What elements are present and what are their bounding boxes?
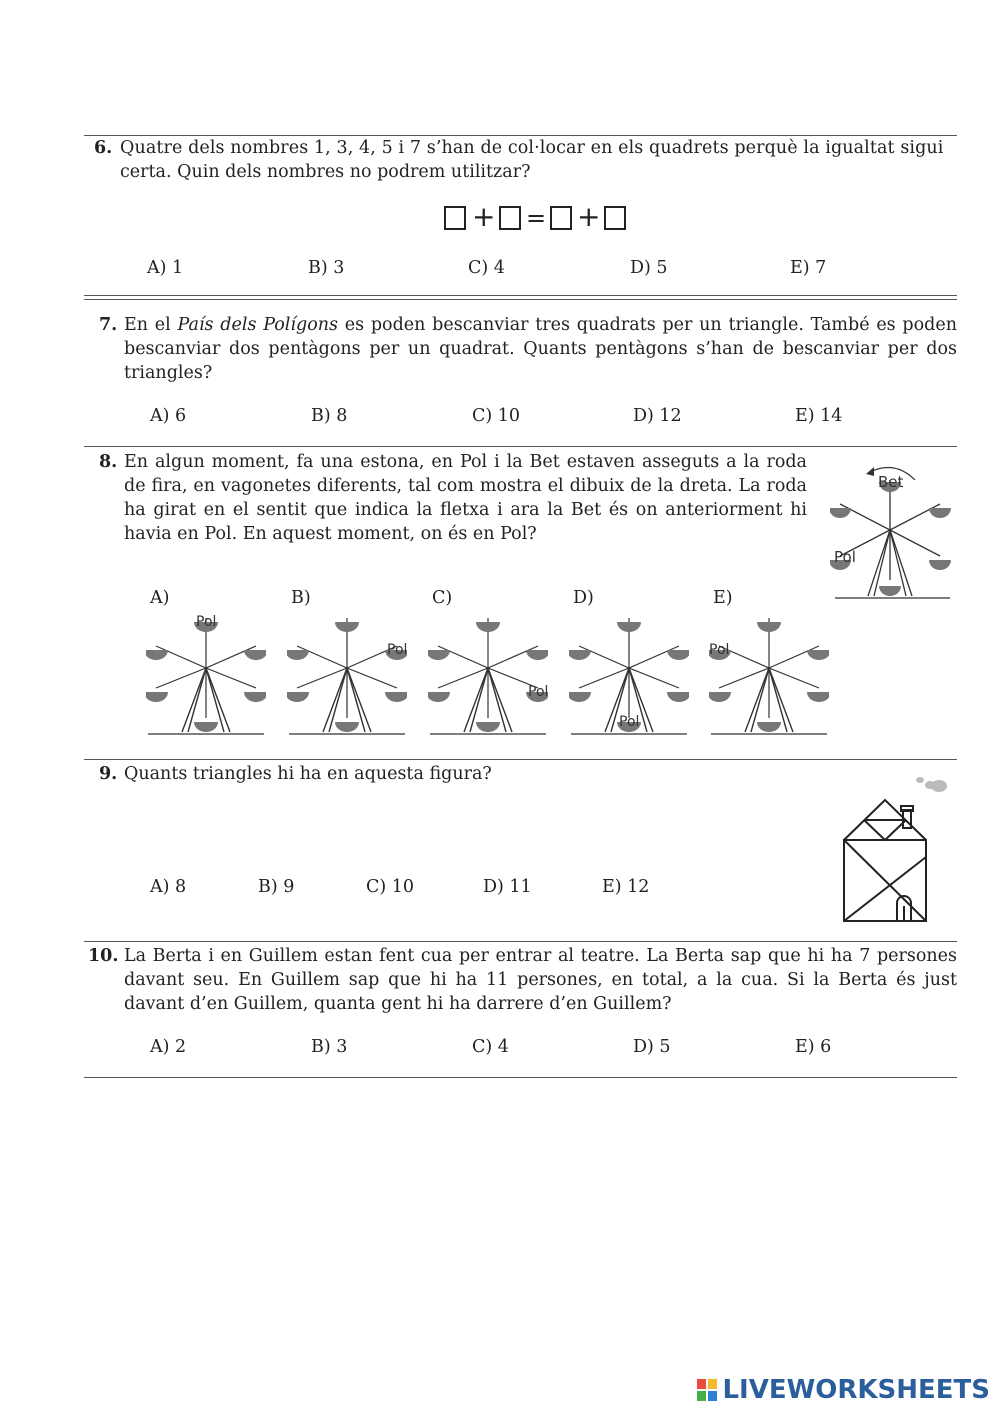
option-a-wheel[interactable] xyxy=(146,606,266,738)
smoke-puff-3 xyxy=(931,780,947,792)
q6-option-e[interactable]: E) 7 xyxy=(790,258,827,278)
question-10-number: 10. xyxy=(88,946,119,966)
gondola xyxy=(667,692,689,702)
q8-option-d[interactable]: D) xyxy=(573,588,594,608)
q9-option-a[interactable]: A) 8 xyxy=(150,877,187,897)
gondola xyxy=(244,692,266,702)
question-6-number: 6. xyxy=(94,138,113,158)
gondola xyxy=(757,622,781,632)
wheel-spokes xyxy=(835,480,950,598)
spoke xyxy=(579,668,629,688)
spoke xyxy=(206,668,256,688)
gondola xyxy=(476,622,500,632)
label-bet: Bet xyxy=(878,473,904,491)
q7-text-italic: País dels Polígons xyxy=(177,315,338,335)
gondola xyxy=(526,650,548,660)
q7-option-b[interactable]: B) 8 xyxy=(311,406,348,426)
q9-option-e[interactable]: E) 12 xyxy=(602,877,650,897)
equals-sign: = xyxy=(526,204,547,232)
gondola xyxy=(667,650,689,660)
pol-label: Pol xyxy=(619,714,640,730)
q9-option-b[interactable]: B) 9 xyxy=(258,877,295,897)
q7-option-a[interactable]: A) 6 xyxy=(150,406,187,426)
gondola xyxy=(146,692,168,702)
gondola xyxy=(385,692,407,702)
spoke xyxy=(156,668,206,688)
q7-option-c[interactable]: C) 10 xyxy=(472,406,521,426)
spoke xyxy=(719,668,769,688)
gondola xyxy=(569,692,591,702)
pol-label: Pol xyxy=(528,684,548,700)
q8-option-e[interactable]: E) xyxy=(713,588,733,608)
rule-top-q9 xyxy=(84,759,957,760)
plus-sign-1: + xyxy=(472,200,496,233)
q10-option-c[interactable]: C) 4 xyxy=(472,1037,509,1057)
q7-text-end: es poden bescanviar tres quadrats per un triangle. També es poden bescanviar dos pentàgons per un quadrat. Quants pentàgons s’han de bescanviar per dos triangles? xyxy=(124,315,957,383)
q6-option-a[interactable]: A) 1 xyxy=(147,258,184,278)
spoke xyxy=(347,668,397,688)
q7-option-d[interactable]: D) 12 xyxy=(633,406,682,426)
q6-option-b[interactable]: B) 3 xyxy=(308,258,345,278)
gondola xyxy=(807,692,829,702)
q9-option-d[interactable]: D) 11 xyxy=(483,877,532,897)
option-c-wheel[interactable] xyxy=(428,606,548,738)
logo-mark-icon xyxy=(696,1377,718,1403)
gondola xyxy=(709,692,731,702)
q8-option-b[interactable]: B) xyxy=(291,588,311,608)
rule-top-q8 xyxy=(84,446,957,447)
gondola xyxy=(287,692,309,702)
spoke xyxy=(769,668,819,688)
equation-boxes xyxy=(444,200,634,234)
ferris-wheel-reference xyxy=(830,458,955,604)
answer-box-1[interactable] xyxy=(444,206,466,230)
spoke xyxy=(438,668,488,688)
house-outline xyxy=(844,800,926,921)
gondola xyxy=(569,650,591,660)
q6-option-d[interactable]: D) 5 xyxy=(630,258,668,278)
question-8-text: En algun moment, fa una estona, en Pol i la Bet estaven asseguts a la roda de fira, en vagonetes diferents, tal com mostra el dibuix de la dreta. La roda ha girat en el sentit que indica la fletxa i ara la Bet és on anteriorment hi havia en Pol. En aquest moment, on és en Pol? xyxy=(124,452,807,544)
spoke xyxy=(629,668,679,688)
brand-name: LIVEWORKSHEETS xyxy=(722,1375,990,1405)
option-d-wheel[interactable] xyxy=(569,606,689,738)
option-b-wheel[interactable] xyxy=(287,606,407,738)
q7-text-start: En el xyxy=(124,315,178,335)
gondola xyxy=(476,722,500,732)
gondola xyxy=(146,650,168,660)
rule-top-q10 xyxy=(84,941,957,942)
answer-box-4[interactable] xyxy=(604,206,626,230)
question-8-number: 8. xyxy=(99,452,118,472)
house-figure xyxy=(840,772,950,924)
gondola xyxy=(244,650,266,660)
question-10-text: La Berta i en Guillem estan fent cua per entrar al teatre. La Berta sap que hi ha 7 persones davant seu. En Guillem sap que hi ha 11 persones, en total, a la cua. Si la Berta és just davant d’en Guillem, quanta gent hi ha darrere d’en Guillem? xyxy=(124,946,957,1014)
question-7-text xyxy=(124,313,957,385)
pol-label: Pol xyxy=(387,642,407,658)
liveworksheets-logo xyxy=(696,1375,990,1405)
arrowhead-icon xyxy=(866,467,874,476)
pol-label: Pol xyxy=(196,614,217,630)
rule-top-q7 xyxy=(84,295,957,300)
question-9-number: 9. xyxy=(99,764,118,784)
q9-option-c[interactable]: C) 10 xyxy=(366,877,415,897)
question-6-line1: Quatre dels nombres 1, 3, 4, 5 i 7 s’han de col·locar en els quadrets perquè la igualtat sigui xyxy=(120,138,944,158)
q7-option-e[interactable]: E) 14 xyxy=(795,406,843,426)
gondola xyxy=(335,722,359,732)
smoke-puff-1 xyxy=(916,777,924,783)
q10-option-b[interactable]: B) 3 xyxy=(311,1037,348,1057)
q8-option-c[interactable]: C) xyxy=(432,588,453,608)
gondola xyxy=(757,722,781,732)
gondola xyxy=(335,622,359,632)
label-pol: Pol xyxy=(834,548,856,566)
answer-box-2[interactable] xyxy=(499,206,521,230)
option-e-wheel[interactable] xyxy=(709,606,829,738)
question-6-line2: certa. Quin dels nombres no podrem utilitzar? xyxy=(120,162,531,182)
question-7-number: 7. xyxy=(99,315,118,335)
question-9-text: Quants triangles hi ha en aquesta figura? xyxy=(124,764,492,784)
rule-bottom xyxy=(84,1077,957,1078)
gondola xyxy=(807,650,829,660)
gondola xyxy=(428,692,450,702)
plus-sign-2: + xyxy=(577,200,601,233)
q6-option-c[interactable]: C) 4 xyxy=(468,258,505,278)
gondola xyxy=(617,622,641,632)
gondola xyxy=(428,650,450,660)
spoke xyxy=(297,668,347,688)
gondola xyxy=(194,722,218,732)
q10-option-e[interactable]: E) 6 xyxy=(795,1037,832,1057)
gondola xyxy=(287,650,309,660)
pol-label: Pol xyxy=(709,642,730,658)
q10-option-d[interactable]: D) 5 xyxy=(633,1037,671,1057)
q10-option-a[interactable]: A) 2 xyxy=(150,1037,187,1057)
q8-option-a[interactable]: A) xyxy=(150,588,170,608)
answer-box-3[interactable] xyxy=(550,206,572,230)
